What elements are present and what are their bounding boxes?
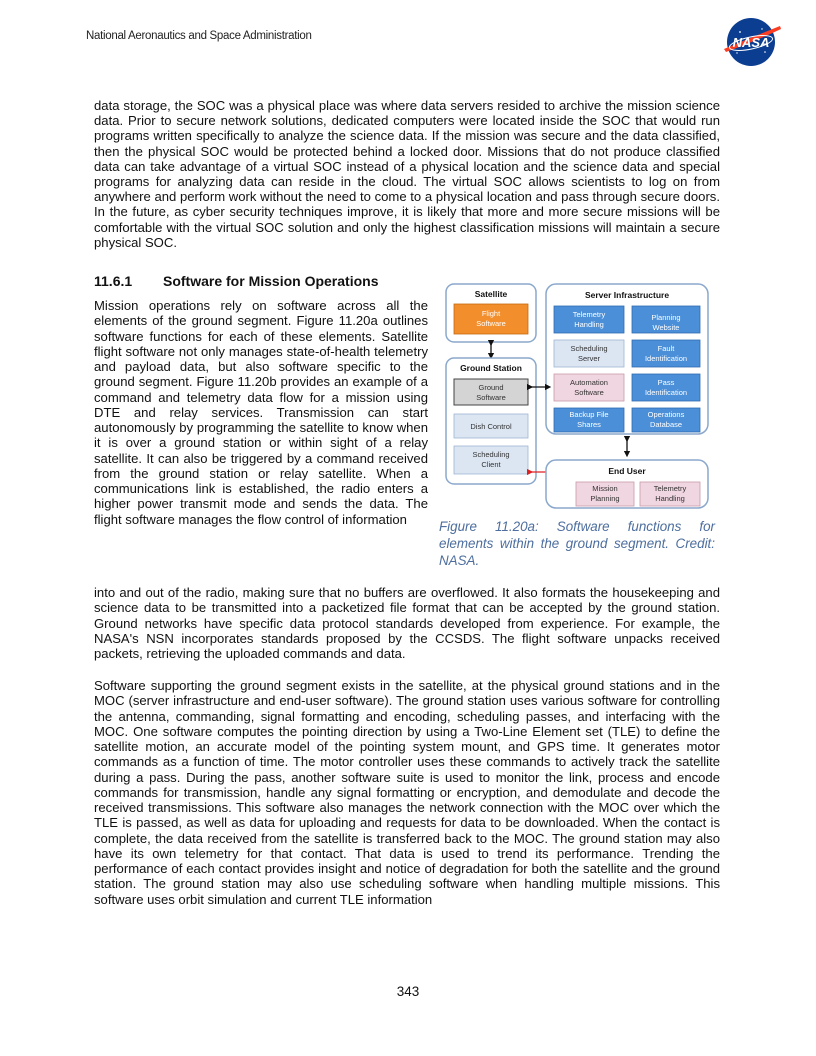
ground-station-group [446,358,536,484]
svg-text:Fault: Fault [657,344,675,353]
svg-text:Planning: Planning [651,313,681,322]
continued-paragraph: into and out of the radio, making sure that no buffers are overflowed. It also formats the housekeeping and science data to be transmitted into a packetized file format that can be accepted by the ground station. Ground networks have specific data protocol standards developed from experience. For example, the NASA's NSN incorporates standards proposed by the CCSDS. The flight software unpacks received packets, retrieving the uploaded commands and data. [94,585,720,661]
agency-header: National Aeronautics and Space Administration [86,30,312,42]
svg-text:Planning: Planning [590,494,620,503]
svg-text:Identification: Identification [644,354,688,363]
nasa-logo-text: NASA [732,35,770,50]
svg-text:Pass: Pass [657,378,675,387]
svg-text:Handling: Handling [574,320,604,329]
svg-text:Automation: Automation [570,378,608,387]
svg-text:Shares: Shares [577,420,601,429]
svg-text:Ground: Ground [478,383,504,392]
svg-text:Software: Software [476,393,506,402]
svg-text:Software: Software [476,319,506,328]
svg-text:Flight: Flight [481,309,501,318]
svg-text:Mission: Mission [592,484,618,493]
figure-caption: Figure 11.20a: Software functions for elements within the ground segment. Credit: NASA. [439,519,715,568]
svg-text:Client: Client [481,460,501,469]
section-heading [94,273,378,289]
server-title: Server Infrastructure [584,290,670,300]
svg-text:Scheduling: Scheduling [472,450,510,459]
svg-text:Operations: Operations [647,410,685,419]
svg-text:Identification: Identification [644,388,688,397]
svg-text:Server: Server [577,354,601,363]
svg-text:Telemetry: Telemetry [653,484,687,493]
section-number: 11.6.1 [94,273,133,289]
svg-text:Dish Control: Dish Control [470,422,512,431]
svg-text:Website: Website [652,323,680,332]
final-paragraph: Software supporting the ground segment exists in the satellite, at the physical ground stations and in the MOC (server infrastructure and end-user software). The ground station uses various software for controlling the antenna, commanding, signal formatting and encoding, scheduling passes, and interfacing with the MOC. One software computes the pointing direction by using a Two-Line Element set (TLE) to define the satellite motion, an accurate model of the pointing system mount, and GPS time. It generates motor commands as a function of time. The motor controller uses these commands to actively track the satellite during a pass. During the pass, another software suite is used to monitor the link, process and encode commands for transmission, handle any signal formatting or encryption, and demodulate and decode the received transmissions. This software also manages the network connection with the MOC over which the TLE is passed, as well as data for uploading and requests for data to be downloaded. When the contact is complete, the data received from the satellite is transferred back to the MOC. The ground station may also have its own telemetry for that contact. That data is used to trend its performance. Trending the performance of each contact provides insight and notice of degradation for both the satellite and the ground station. The ground station may also use scheduling software when handling multiple missions. This software uses orbit simulation and current TLE information [94,678,720,907]
intro-paragraph: data storage, the SOC was a physical place was where data servers resided to archive the mission science data. Prior to secure network solutions, dedicated computers were located inside the SOC that would run programs written specifically to analyze the science data. If the mission was secure and the data classified, then the physical SOC would be protected behind a locked door. Missions that do not produce classified data can take advantage of a virtual SOC instead of a physical location and the science data and special programs for analyzing data can reside in the cloud. The virtual SOC allows scientists to log on from anywhere and perform work without the need to come to a physical location and pass through secure doors. In the future, as cyber security techniques improve, it is likely that more and more secure missions will be comfortable with the virtual SOC solution and only the highest classification missions will maintain a secure physical SOC. [94,98,720,250]
wrap-paragraph: Mission operations rely on software across all the elements of the ground segment. Figure 11.20a outlines software functions for each of these elements. Satellite flight software not only manages state-of-health telemetry and payload data, but also software specific to the ground segment. Figure 11.20b provides an example of a command and telemetry data flow for a mission using DTE and relay services. Transmission can start autonomously by programming the satellite to know when it is over a ground station or within sight of a relay satellite. It can also be triggered by a command received from the ground station or relay satellite. When a communications link is established, the radio enters a higher power transmit mode and sends the data. The flight software manages the flow control of information [94,298,428,527]
svg-text:Backup File: Backup File [569,410,609,419]
svg-text:Telemetry: Telemetry [572,310,606,319]
svg-text:Scheduling: Scheduling [570,344,608,353]
svg-text:Handling: Handling [655,494,685,503]
software-functions-diagram [438,282,718,503]
svg-text:Database: Database [649,420,683,429]
end-user-title: End User [608,466,646,476]
satellite-group [446,284,536,342]
ground-station-title: Ground Station [460,363,522,373]
satellite-title: Satellite [474,289,508,299]
svg-text:Software: Software [574,388,604,397]
end-user-group [546,460,708,508]
server-infrastructure-group [546,284,708,434]
nasa-logo [720,16,782,68]
page-number: 343 [396,984,420,999]
section-title: Software for Mission Operations [163,273,379,289]
